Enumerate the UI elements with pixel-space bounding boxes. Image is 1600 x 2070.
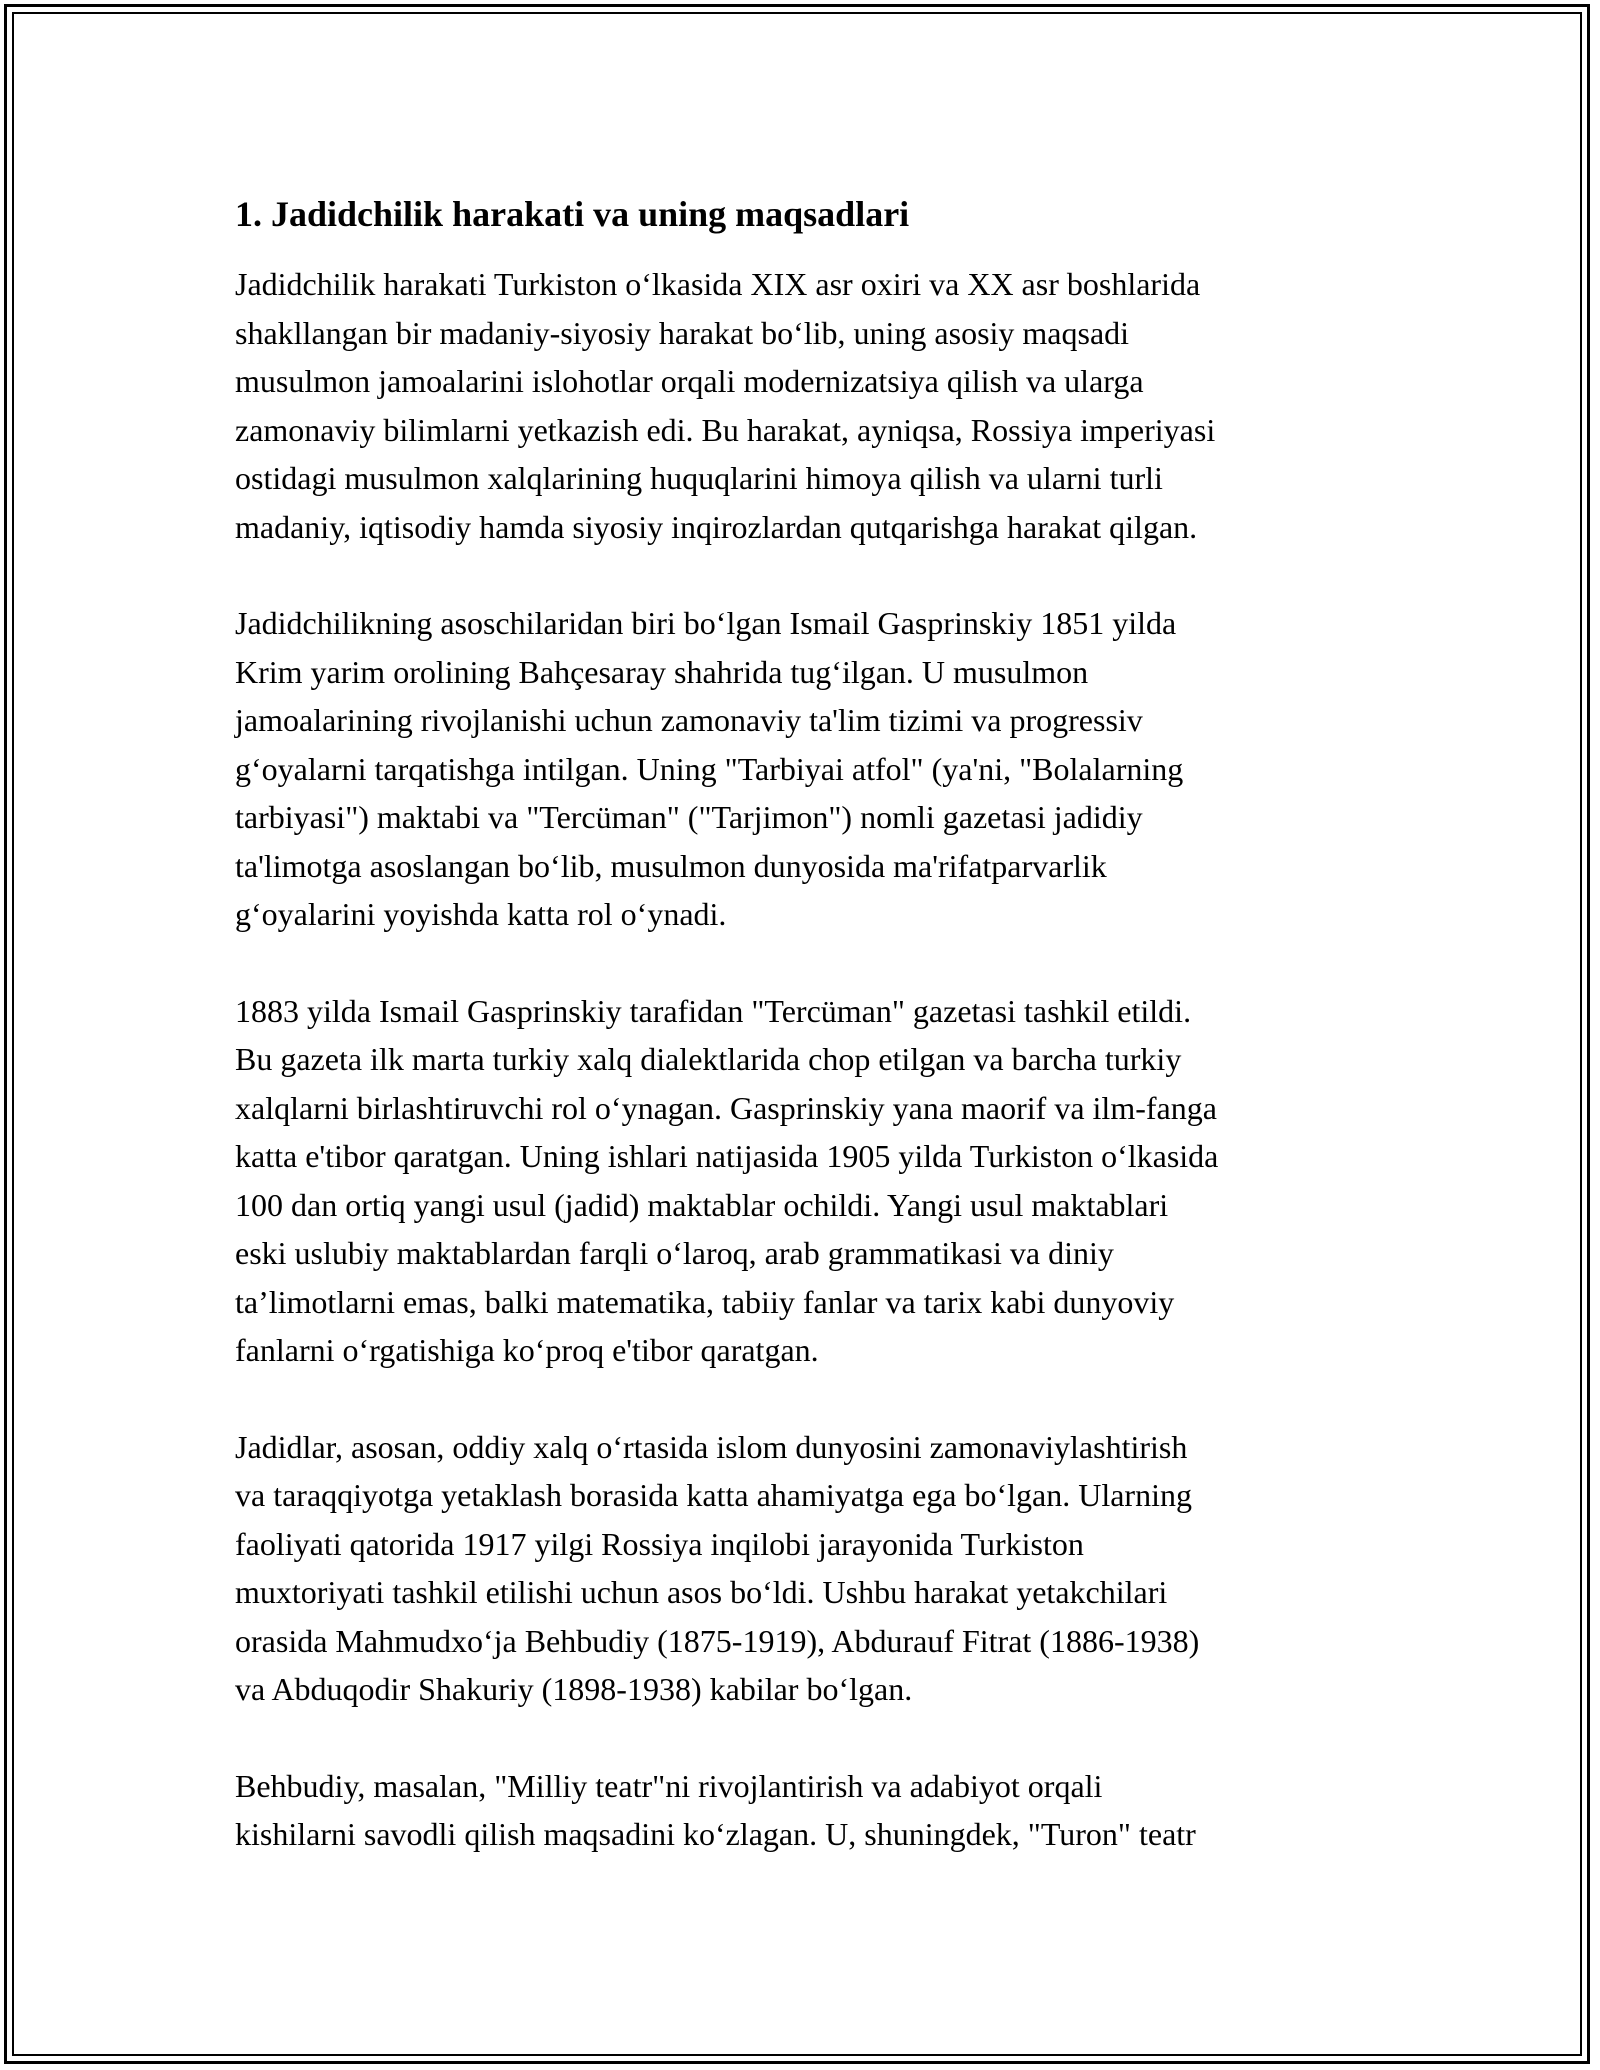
document-body	[235, 190, 1385, 1907]
paragraph-1: Jadidchilik harakati Turkiston o‘lkasida XIX asr oxiri va XX asr boshlarida shakllangan bir madaniy-siyosiy harakat bo‘lib, uning asosiy maqsadi musulmon jamoalarini islohotlar orqali modernizatsiya qilish va ularga zamonaviy bilimlarni yetkazish edi. Bu harakat, ayniqsa, Rossiya imperiyasi ostidagi musulmon xalqlarining huquqlarini himoya qilish va ularni turli madaniy, iqtisodiy hamda siyosiy inqirozlardan qutqarishga harakat qilgan.	[235, 266, 1216, 545]
paragraph-2: Jadidchilikning asoschilaridan biri bo‘lgan Ismail Gasprinskiy 1851 yilda Krim yarim orolining Bahçesaray shahrida tug‘ilgan. U musulmon jamoalarining rivojlanishi uchun zamonaviy ta'lim tizimi va progressiv g‘oyalarni tarqatishga intilgan. Uning "Tarbiyai atfol" (ya'ni, "Bolalarning tarbiyasi") maktabi va "Tercüman" ("Tarjimon") nomli gazetasi jadidiy ta'limotga asoslangan bo‘lib, musulmon dunyosida ma'rifatparvarlik g‘oyalarini yoyishda katta rol o‘ynadi.	[235, 605, 1184, 932]
paragraph-5: Behbudiy, masalan, "Milliy teatr"ni rivojlantirish va adabiyot orqali kishilarni savodli qilish maqsadini ko‘zlagan. U, shuningdek, "Turon" teatr	[235, 1767, 1196, 1852]
paragraph-3: 1883 yilda Ismail Gasprinskiy tarafidan "Tercüman" gazetasi tashkil etildi. Bu gazeta ilk marta turkiy xalq dialektlarida chop etilgan va barcha turkiy xalqlarni birlashtiruvchi rol o‘ynagan. Gasprinskiy yana maorif va ilm-fanga katta e'tibor qaratgan. Uning ishlari natijasida 1905 yilda Turkiston o‘lkasida 100 dan ortiq yangi usul (jadid) maktablar ochildi. Yangi usul maktablari eski uslubiy maktablardan farqli o‘laroq, arab grammatikasi va diniy ta’limotlarni emas, balki matematika, tabiiy fanlar va tarix kabi dunyoviy fanlarni o‘rgatishiga ko‘proq e'tibor qaratgan.	[235, 992, 1219, 1368]
section-heading: 1. Jadidchilik harakati va uning maqsadlari	[235, 194, 910, 234]
paragraph-4: Jadidlar, asosan, oddiy xalq o‘rtasida islom dunyosini zamonaviylashtirish va taraqqiyotga yetaklash borasida katta ahamiyatga ega bo‘lgan. Ularning faoliyati qatorida 1917 yilgi Rossiya inqilobi jarayonida Turkiston muxtoriyati tashkil etilishi uchun asos bo‘ldi. Ushbu harakat yetakchilari orasida Mahmudxo‘ja Behbudiy (1875-1919), Abdurauf Fitrat (1886-1938) va Abduqodir Shakuriy (1898-1938) kabilar bo‘lgan.	[235, 1428, 1200, 1707]
